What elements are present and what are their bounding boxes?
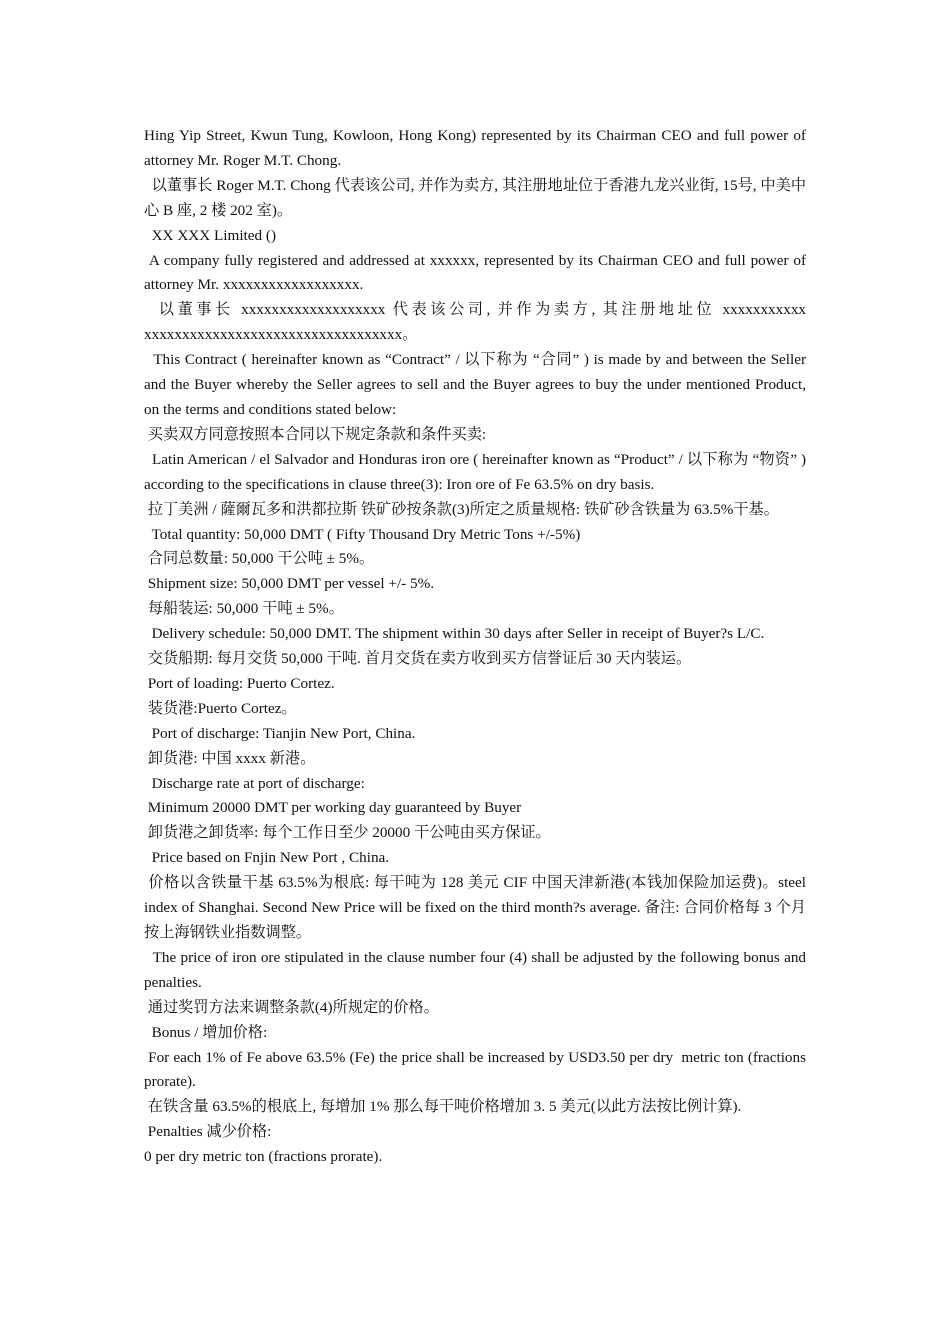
paragraph-seller-address: Hing Yip Street, Kwun Tung, Kowloon, Hong Kong) represented by its Chairman CEO and full power of attorney Mr. Roger M.T. Chong.	[144, 127, 810, 169]
paragraph-price-adjustment-cn: 通过奖罚方法来调整条款(4)所规定的价格。	[144, 998, 439, 1016]
paragraph-price-adjustment: The price of iron ore stipulated in the clause number four (4) shall be adjusted by the following bonus and penalties.	[144, 948, 810, 991]
paragraph-contract-intro: This Contract ( hereinafter known as “Contract” / 以下称为 “合同” ) is made by and between the Seller and the Buyer whereby the Seller agrees to sell and the Buyer agrees to buy the under mentioned Product, on the terms and conditions stated below:	[144, 351, 810, 418]
paragraph-buyer-address: A company fully registered and addressed at xxxxxx, represented by its Chairman CEO and full power of attorney Mr. xxxxxxxxxxxxxxxxxx.	[144, 251, 810, 294]
paragraph-port-of-loading-cn: 装货港:Puerto Cortez。	[144, 699, 297, 717]
paragraph-penalties: 0 per dry metric ton (fractions prorate).	[144, 1148, 383, 1166]
paragraph-bonus-cn: 在铁含量 63.5%的根底上, 每增加 1% 那么每干吨价格增加 3. 5 美元(以此方法按比例计算).	[144, 1098, 742, 1116]
paragraph-product: Latin American / el Salvador and Honduras iron ore ( hereinafter known as “Product” / 以下称为 “物资” ) according to the specifications in clause three(3): Iron ore of Fe 63.5% on dry basis.	[144, 450, 810, 493]
document-body	[144, 124, 810, 1170]
paragraph-price-basis: Price based on Fnjin New Port , China.	[144, 849, 390, 867]
paragraph-shipment-size-cn: 每船装运: 50,000 干吨 ± 5%。	[144, 600, 344, 618]
paragraph-buyer-name: XX XXX Limited ()	[144, 226, 277, 244]
paragraph-delivery-schedule-cn: 交货船期: 每月交货 50,000 干吨. 首月交货在卖方收到买方信誉证后 30 天内装运。	[144, 650, 692, 668]
paragraph-bonus-heading: Bonus / 增加价格:	[144, 1023, 268, 1041]
paragraph-delivery-schedule: Delivery schedule: 50,000 DMT. The shipment within 30 days after Seller in receipt of Buyer?s L/C.	[144, 625, 765, 643]
paragraph-shipment-size: Shipment size: 50,000 DMT per vessel +/- 5%.	[144, 575, 435, 593]
paragraph-discharge-rate: Discharge rate at port of discharge:	[144, 774, 365, 792]
paragraph-discharge-rate-cn: 卸货港之卸货率: 每个工作日至少 20000 干公吨由买方保证。	[144, 824, 551, 842]
paragraph-price-basis-cn: 价格以含铁量干基 63.5%为根底: 每干吨为 128 美元 CIF 中国天津新港(本钱加保险加运费)。steel index of Shanghai. Second New Price will be fixed on the third month?s average. 备注: 合同价格每 3 个月按上海钢铁业指数调整。	[144, 874, 810, 941]
paragraph-port-of-loading: Port of loading: Puerto Cortez.	[144, 674, 335, 692]
paragraph-seller-address-cn: 以董事长 Roger M.T. Chong 代表该公司, 并作为卖方, 其注册地址位于香港九龙兴业街, 15号, 中美中心 B 座, 2 楼 202 室)。	[144, 176, 807, 219]
paragraph-buyer-address-cn: 以董事长 xxxxxxxxxxxxxxxxxxx 代表该公司, 并作为卖方, 其注册地址位 xxxxxxxxxxx xxxxxxxxxxxxxxxxxxxxxxxxxxxxxxxxxx。	[144, 301, 810, 344]
paragraph-penalties-heading: Penalties 减少价格:	[144, 1123, 272, 1141]
paragraph-total-quantity-cn: 合同总数量: 50,000 干公吨 ± 5%。	[144, 550, 375, 568]
paragraph-bonus: For each 1% of Fe above 63.5% (Fe) the price shall be increased by USD3.50 per dry metric ton (fractions prorate).	[144, 1048, 810, 1091]
paragraph-port-of-discharge-cn: 卸货港: 中国 xxxx 新港。	[144, 749, 316, 767]
paragraph-product-cn: 拉丁美洲 / 薩爾瓦多和洪都拉斯 铁矿砂按条款(3)所定之质量规格: 铁矿砂含铁量为 63.5%干基。	[144, 500, 779, 518]
paragraph-contract-intro-cn: 买卖双方同意按照本合同以下规定条款和条件买卖:	[144, 425, 487, 443]
paragraph-total-quantity: Total quantity: 50,000 DMT ( Fifty Thousand Dry Metric Tons +/-5%)	[144, 525, 581, 543]
paragraph-port-of-discharge: Port of discharge: Tianjin New Port, China.	[144, 724, 416, 742]
paragraph-discharge-minimum: Minimum 20000 DMT per working day guaranteed by Buyer	[144, 799, 522, 817]
